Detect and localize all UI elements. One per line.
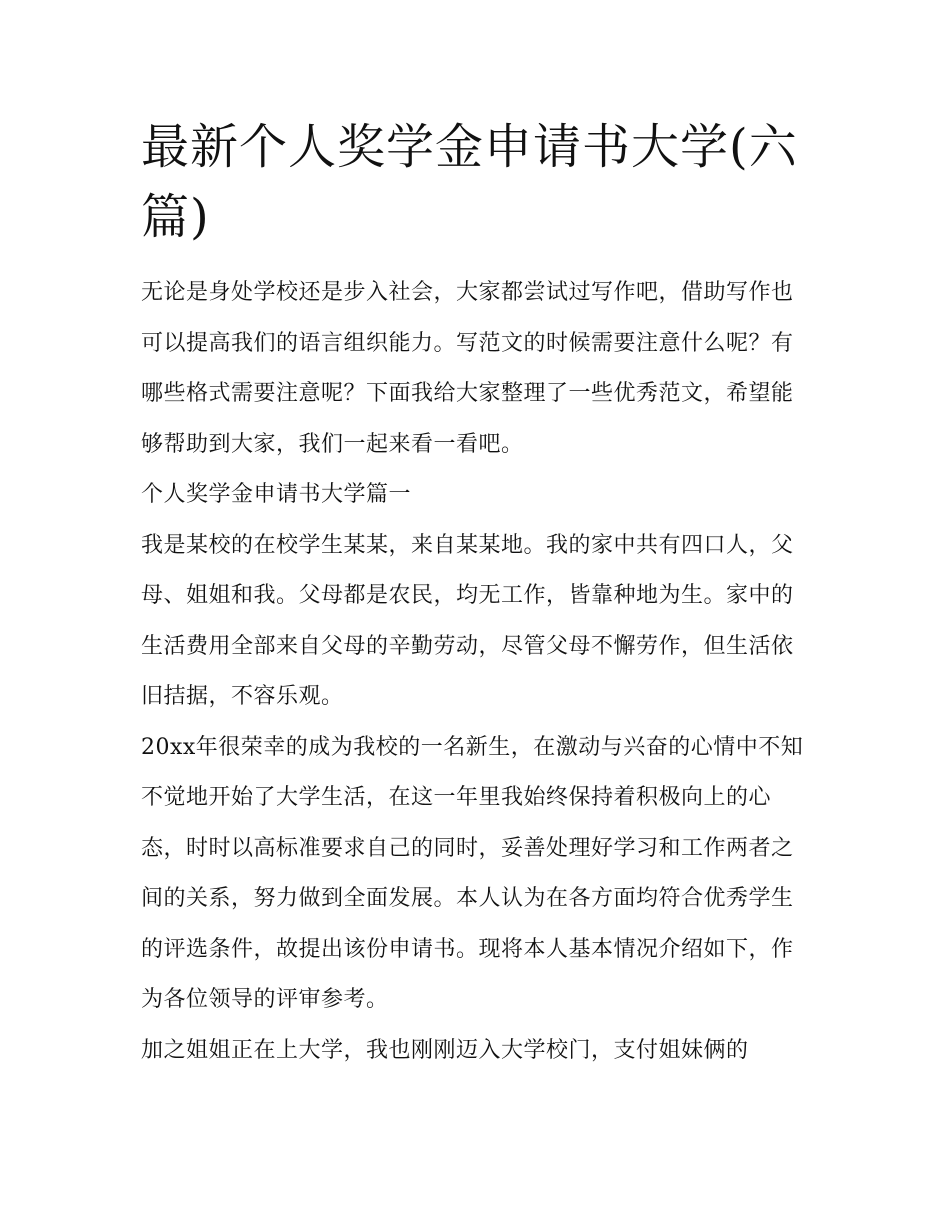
document-title: 最新个人奖学金申请书大学(六篇): [141, 119, 798, 245]
body-paragraph: 加之姐姐正在上大学，我也刚刚迈入大学校门，支付姐妹俩的: [141, 1037, 749, 1063]
body-paragraph: 20xx年很荣幸的成为我校的一名新生，在激动与兴奋的心情中不知不觉地开始了大学生活，在这一年里我始终保持着积极向上的心态，时时以高标准要求自己的同时，妥善处理好学习和工作两者之间的关系，努力做到全面发展。本人认为在各方面均符合优秀学生的评选条件，故提出该份申请书。现将本人基本情况介绍如下，作为各位领导的评审参考。: [141, 734, 804, 1012]
intro-paragraph: 无论是身处学校还是步入社会，大家都尝试过写作吧，借助写作也可以提高我们的语言组织能力。写范文的时候需要注意什么呢？有哪些格式需要注意呢？下面我给大家整理了一些优秀范文，希望能够帮助到大家，我们一起来看一看吧。: [141, 280, 794, 457]
section-heading: 个人奖学金申请书大学篇一: [141, 482, 412, 507]
body-paragraph: 我是某校的在校学生某某，来自某某地。我的家中共有四口人，父母、姐姐和我。父母都是农民，均无工作，皆靠种地为生。家中的生活费用全部来自父母的辛勤劳动，尽管父母不懈劳作，但生活依旧拮据，不容乐观。: [141, 532, 794, 709]
document-body: [141, 112, 813, 1076]
